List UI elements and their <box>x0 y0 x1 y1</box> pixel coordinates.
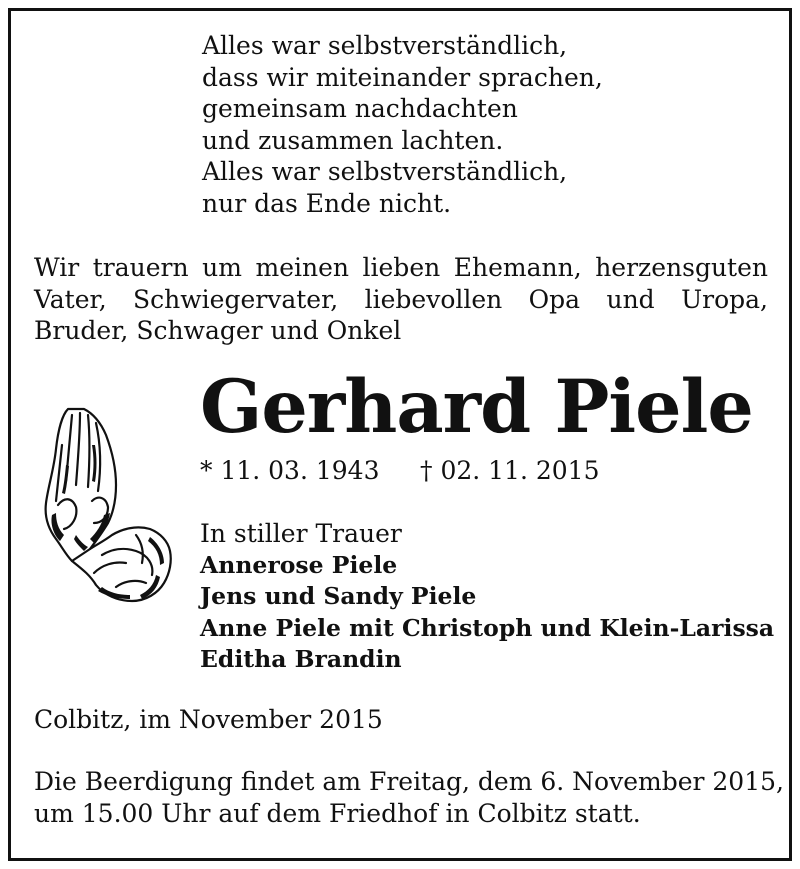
funeral-line: um 15.00 Uhr auf dem Friedhof in Colbitz statt. <box>34 798 641 828</box>
mourning-statement <box>34 252 768 347</box>
mourner-name: Jens und Sandy Piele <box>200 582 477 610</box>
poem-line: gemeinsam nachdachten <box>202 94 518 123</box>
birth-date: * 11. 03. 1943 <box>200 456 380 485</box>
funeral-line: Die Beerdigung findet am Freitag, dem 6. November 2015, <box>34 767 784 796</box>
mourner-name: Annerose Piele <box>200 550 398 579</box>
poem-line: dass wir miteinander sprachen, <box>202 62 603 92</box>
poem-line: und zusammen lachten. <box>202 125 504 155</box>
statement-line: Vater, Schwiegervater, liebevollen Opa und Uropa, <box>34 284 768 314</box>
mourners-heading: In stiller Trauer <box>200 519 402 548</box>
poem-line: nur das Ende nicht. <box>202 188 452 218</box>
poem <box>202 30 603 219</box>
mourners <box>200 518 774 676</box>
funeral-notice <box>34 766 784 829</box>
death-date: † 02. 11. 2015 <box>420 456 600 485</box>
statement-line: Bruder, Schwager und Onkel <box>34 316 402 345</box>
deceased-name: Gerhard Piele <box>200 364 753 450</box>
life-dates <box>200 456 600 486</box>
place-date: Colbitz, im November 2015 <box>34 705 383 734</box>
praying-hands-icon <box>32 405 180 605</box>
statement-line: Wir trauern um meinen lieben Ehemann, herzensguten <box>34 253 768 282</box>
mourner-name: Anne Piele mit Christoph und Klein-Larissa <box>200 613 775 642</box>
poem-line: Alles war selbstverständlich, <box>202 157 568 186</box>
mourner-name: Editha Brandin <box>200 645 402 673</box>
poem-line: Alles war selbstverständlich, <box>202 31 568 60</box>
